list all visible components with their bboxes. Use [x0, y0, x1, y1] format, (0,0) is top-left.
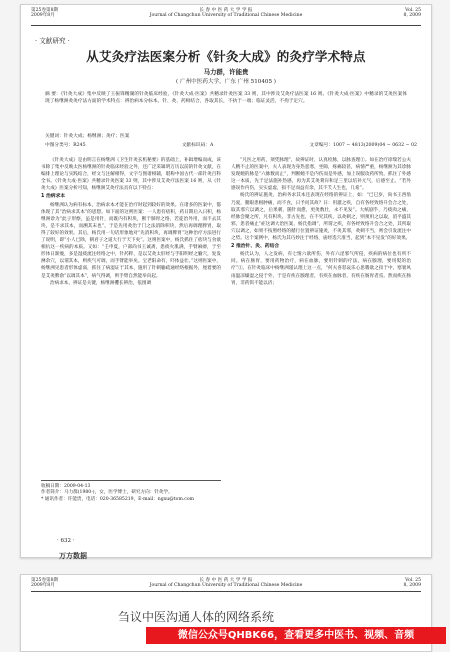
- paragraph: “凡医之用药，须凭脉理”，故辨证时，认真检脉，以脉查理①。如在治疗徐瑞若公夫人精不止的医案中，夫人表现为身热恶寒，坐隙，疼痛较甚，病情严重，杨继洲为其诊脉发现她的脉是“六脉数而止”，判断她不是内伤而是外感，加上误服攻药所致，抓住了外感这一本质，先于足法施补热感，再为其艾灸膏肓和足三里以培补元气，后感至止。“若外感误作内伤，实实虚虚，损不足而益有余，其不夭人生也，几希”。: [231, 158, 411, 192]
- received-date: 收稿日期：2009-04-13: [41, 484, 91, 489]
- header-volume: Vol. 25 8, 2009: [403, 8, 421, 18]
- article-keywords: 关键词：针灸大成；杨继洲；灸疗；医案: [45, 134, 130, 139]
- page-number: · 632 ·: [57, 538, 75, 544]
- header-issue: 第25卷第8期 2009年8月: [31, 578, 59, 588]
- promo-banner: 微信公众号QHBK66，查看更多中医书、视频、音频: [146, 627, 446, 644]
- paragraph: 杨氏的辨证施灸，治病务求其本还表现在经络的辨证上，如：“已巳岁，尚书王西翁乃爱，腿眼患根肿痛，而不食，日予问其故？日：用灌之疾，自有各经致络升会合之处，取其邪穴以调之，后果刺，随针而愈，更灸数壮，永不见发”。大纸剧乎，乃痰肉之痛，经脉会聚之所，凡有积块，非古先也，在不究其疾，以灸刺之，则须用之以取，消平盛其邪，患者痛止“症这调大治医案，杨氏指调”，所谓之疾，有各经致络升会合之处，其所取穴以调之，如果不按照经络的循行位置辨证施灸，不灸其邪，灸刺不当，则会引发流注中之势。这个案例中，杨氏为其巧妙注于经络，庙经选穴准当，起到“本不见发”的好效果。: [231, 193, 411, 242]
- running-header: [31, 577, 421, 592]
- document-code: 文献标识码：A: [181, 143, 214, 148]
- body-column-right: [231, 157, 411, 287]
- section-heading: 1 治病求本: [41, 194, 66, 200]
- header-journal: 长 春 中 医 药 大 学 学 报 Journal of Changchun University of Traditional Chinese Medicine: [149, 8, 303, 18]
- header-issue: 第25卷第8期 2009年8月: [31, 8, 59, 18]
- section-heading: 2 推治针、灸、药结合: [231, 244, 280, 250]
- body-column-left: [41, 157, 221, 287]
- wanfang-watermark: 万方数据: [59, 551, 87, 560]
- paragraph: 《针灸大成》是由明言在杨继洲《卫生针灸玄机秘要》的基础上，补辑增编而成，该书除了集中反映太医杨继洲的针灸临床经验之外，还广泛采辑明万历以前的针灸文献，在编排上理论与实践结合，经文与注解相得，文字与图谱相辅，堪称中国古代一部针灸百科全书。《针灸大成·医案》共精录针灸医案 33 则，其中涉及艾灸疗法医案 16 则，从《针灸大成》医案分析可知，杨继洲艾灸疗法具有以下特点：: [41, 158, 221, 192]
- article-number: 文章编号：1007 − 4813(2009)04 − 0632 − 02: [309, 143, 417, 148]
- running-header: [31, 7, 421, 26]
- correspondence: * 通讯作者：许能贵，电话：020-36585219，E-mail：ngxu@tom.com: [41, 496, 194, 502]
- article-authors: 马力群，许能贵: [203, 68, 249, 76]
- paragraph: 杨氏认为，人之发病，有七情六欲所伤，外有六淫邪气所侵，疾病的病位也有所不同。病在肠胃，要用药物治疗，病在血脉，要用针刺的疗法，病在腠理，要用熨的治疗“①。在针灸临床中杨继洲谨认理上这一点，“何夫喜怒哀乐心思嗜欲之扣于中，寒暑风雨温凉燥湿之侵于外，于是有疾在腠理者，有疾在血脉者，有疾在肠胃者焉。然而疾在肠胃，非药饵不能以济；: [231, 252, 411, 286]
- author-bio: 作者简介：马力群(1980-)，女，医学博士，研究方向：针灸学。: [41, 490, 173, 496]
- article-title: 从艾灸疗法医案分析《针灸大成》的灸疗学术特点: [86, 49, 366, 64]
- article-abstract: 摘 要：《针灸大成》集中反映了王振锋精湖的针灸临床经验，《针灸大成·医案》共精录针灸医案 33 则，其中涉及艾灸疗法医案 16 则。《针灸大成·医案》中精录的艾灸医案体现了杨继洲灸灸疗法方面的学术特点：辨治病本分标本，针、灸、药相结合，各取其长，不执于一端；临证灵活，不拘于定穴。: [45, 92, 407, 105]
- paragraph: 杨继洲认为病有标本，治病求本才能在治疗时起到较好的效果。在诸多的医案中，都体现了其“治病求其本”的思想。如下面的这则医案：一人患有痞积，药日期后入日积，杨继洲诊为“此子形瘵，虽是用针，而既内有积块，断于肺胃之络，若徒治外用，而不去其块，是不求其本，而溯其末也”。于是先用灸治于门之法消除积块，然后再调理脾胃，取得了较好的效果。其后，杨氏用一句话形象地对“先消积块，再调脾胃”这种治疗方法进行了说明，即“小人已除，朝君子之道大行于天下矣”。这则医案中，杨氏抓住了痞块与食欲相抗这一疾病的本质。又如：“壬申夏，户部尚书王诚斋，患痰火肌满，手臂麻痹，于至形体日渐瘦，多是湿痰流注经络之中，针药粹，是以艾灸太肝经与手阳明经之腧穴，复发淋余穴，以谓其本，则疾气可调，而手臂能举矣。宝老阳命有，吓体益壮。”这则医案中，杨继洲见患者形体虚弱，抓住了病湿证于其本，施用了针刺腧疏通经络根据外，厘着要的是艾灸脾俞“以调其本”，病气得调，则手臂自然能举向起。: [41, 202, 221, 279]
- clc-number: 中图分类号：R245: [45, 143, 86, 148]
- header-volume: Vol. 25 8, 2009: [403, 578, 421, 588]
- overlay-title: 刍议中医沟通人体的网络系统: [118, 610, 275, 624]
- article-metadata: [45, 142, 417, 148]
- article-affiliation: ( 广州中医药大学，广东 广州 510405 ): [176, 79, 276, 85]
- header-journal: 长 春 中 医 药 大 学 学 报 Journal of Changchun University of Traditional Chinese Medicine: [149, 578, 303, 588]
- section-label: · 文献研究 ·: [35, 37, 70, 45]
- paragraph: 治病求本，辨证是关键，杨继洲攫长辨治，依围调: [50, 280, 152, 286]
- journal-page-1: [20, 4, 432, 558]
- footnote: [41, 480, 221, 503]
